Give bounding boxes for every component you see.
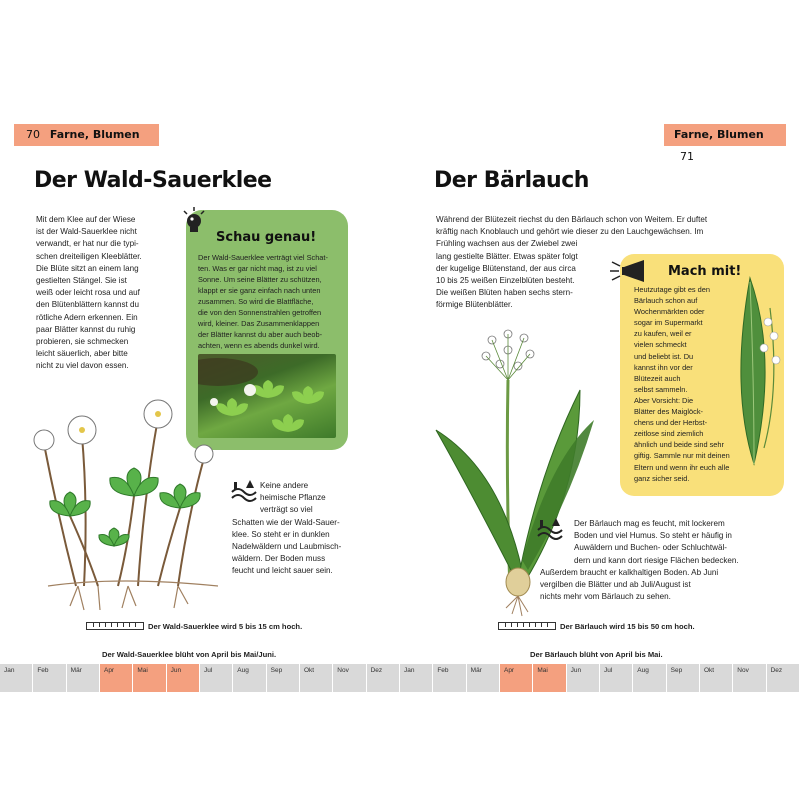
text-line: klappt er sie ganz einfach nach unten (198, 286, 321, 295)
text-line: Boden und viel Humus. So steht er häufig in (574, 531, 732, 541)
intro-text-right-a (436, 214, 786, 238)
text-line: Die Blüte sitzt an einem lang (36, 263, 139, 273)
tip-box-title: Schau genau! (216, 230, 317, 245)
text-line: kräftig nach Knoblauch und gehört wie dieser zu den Lauchgewächsen. Im (436, 227, 704, 237)
text-line: den Blütenblättern kannst du (36, 300, 140, 310)
month-cell: Sep (267, 664, 300, 692)
wood-sorrel-illustration (18, 396, 228, 618)
text-line: zusammen. So wird die Blattfläche, (198, 297, 314, 306)
month-cell: Feb (33, 664, 66, 692)
page-number-left: 70 (26, 128, 40, 141)
text-line: Die weißen Blüten haben sechs stern- (436, 288, 573, 298)
habitat-icon (230, 478, 260, 504)
month-cell: Sep (667, 664, 700, 692)
text-line: gestielten Stängel. Sie ist (36, 276, 127, 286)
month-cell: Nov (333, 664, 366, 692)
text-line: kannst ihn vor der (634, 362, 693, 372)
month-cell: Jul (200, 664, 233, 692)
text-line: Außerdem braucht er kalkhaltigen Boden. Ab Juni (540, 567, 719, 577)
megaphone-icon (610, 258, 666, 284)
text-line: ähnlich und beide sind sehr (634, 440, 724, 450)
tip-box-text (634, 284, 730, 484)
month-cell: Nov (733, 664, 766, 692)
text-line: Nadelwäldern und Laubmisch- (232, 542, 342, 551)
text-line: Blütezeit auch (634, 373, 681, 383)
page-title-left: Der Wald-Sauerklee (34, 168, 272, 193)
text-line: ist der Wald-Sauerklee nicht (36, 227, 137, 237)
month-cell-highlight: Apr (100, 664, 133, 692)
text-line: Wochenmärkten oder (634, 307, 705, 317)
intro-text-left (36, 214, 176, 373)
text-line: verträgt so viel (260, 505, 313, 515)
text-line: vielen schmeckt (634, 340, 687, 350)
text-line: selbst sammeln. (634, 384, 688, 394)
month-cell-highlight: Mai (533, 664, 566, 692)
habitat-text-right-a (574, 518, 786, 567)
month-cell-highlight: Mai (133, 664, 166, 692)
month-cell: Jan (400, 664, 433, 692)
text-line: der kugelige Blütenstand, der aus circa (436, 263, 576, 273)
text-line: Der Bärlauch mag es feucht, mit lockerem (574, 519, 725, 528)
text-line: lang gestielte Blätter. Etwas später folgt (436, 251, 578, 261)
text-line: Während der Blütezeit riechst du den Bärlauch schon von Weitem. Er duftet (436, 215, 708, 224)
section-tab-left (14, 124, 159, 146)
text-line: wird, kleiner. Das Zusammenklappen (198, 319, 320, 328)
habitat-text-left-b (232, 517, 372, 578)
month-cell: Dez (367, 664, 400, 692)
month-bar-right (400, 664, 800, 692)
bloom-note-right: Der Bärlauch blüht von April bis Mai. (530, 650, 663, 659)
text-line: die von den Sonnenstrahlen getroffen (198, 308, 322, 317)
text-line: heimische Pflanze (260, 493, 326, 503)
month-cell: Aug (633, 664, 666, 692)
text-line: chens und der Herbst- (634, 418, 708, 428)
section-label-right: Farne, Blumen (674, 128, 764, 141)
month-cell: Feb (433, 664, 466, 692)
text-line: paar Blätter kannst du ruhig (36, 324, 136, 334)
tip-box-mach-mit (620, 254, 784, 496)
text-line: Der Wald-Sauerklee verträgt viel Schat- (198, 253, 328, 262)
section-tab-right (664, 124, 786, 163)
tip-box-text (198, 252, 341, 351)
text-line: ganz sicher seid. (634, 473, 690, 483)
text-line: Frühling wachsen aus der Zwiebel zwei (436, 239, 578, 249)
text-line: leicht säuerlich, aber bitte (36, 349, 128, 359)
month-cell: Jan (0, 664, 33, 692)
text-line: zeitlose sind ziemlich (634, 429, 704, 439)
text-line: giftig. Sammle nur mit deinen (634, 451, 730, 461)
month-cell: Jun (567, 664, 600, 692)
height-note-right: Der Bärlauch wird 15 bis 50 cm hoch. (560, 622, 695, 631)
month-cell: Mär (67, 664, 100, 692)
ruler-icon (498, 622, 556, 630)
text-line: und beliebt ist. Du (634, 351, 694, 361)
text-line: Eltern und wenn ihr euch alle (634, 462, 730, 472)
text-line: sogar im Supermarkt (634, 318, 703, 328)
text-line: klee. So steht er in dunklen (232, 529, 330, 539)
month-cell: Okt (700, 664, 733, 692)
text-line: Schatten wie der Wald-Sauer- (232, 517, 340, 527)
tip-box-title: Mach mit! (668, 264, 742, 279)
page-title-right: Der Bärlauch (434, 168, 589, 193)
text-line: Keine andere (260, 481, 309, 490)
habitat-text-right-b (540, 567, 786, 604)
text-line: ten. Was er gar nicht mag, ist zu viel (198, 264, 317, 273)
text-line: nichts mehr vom Bärlauch zu sehen. (540, 592, 671, 602)
text-line: förmige Blütenblätter. (436, 300, 513, 310)
text-line: wäldern. Der Boden muss (232, 554, 326, 564)
month-cell: Mär (467, 664, 500, 692)
ruler-icon (86, 622, 144, 630)
text-line: Mit dem Klee auf der Wiese (36, 215, 136, 224)
month-cell-highlight: Jun (167, 664, 200, 692)
height-note-left: Der Wald-Sauerklee wird 5 bis 15 cm hoch. (148, 622, 303, 631)
text-line: dern und kann dort riesige Flächen bedecken. (574, 555, 739, 565)
text-line: probieren, sie schmecken (36, 337, 129, 347)
month-cell-highlight: Apr (500, 664, 533, 692)
text-line: weiß oder leicht rosa und auf (36, 288, 140, 298)
text-line: Aber Vorsicht: Die (634, 395, 694, 405)
text-line: Blätter des Maiglöck- (634, 407, 704, 417)
habitat-icon (536, 516, 566, 542)
text-line: schen dreiteiligen Kleeblätter. (36, 251, 142, 261)
text-line: vergilben die Blätter und ab Juli/August ist (540, 580, 691, 589)
text-line: Heutzutage gibt es den (634, 285, 711, 294)
month-cell: Okt (300, 664, 333, 692)
habitat-text-left-a (260, 480, 370, 517)
text-line: verwandt, er hat nur die typi- (36, 239, 139, 249)
bloom-note-left: Der Wald-Sauerklee blüht von April bis Mai/Juni. (102, 650, 277, 659)
text-line: der Blätter kannst du aber auch beob- (198, 330, 323, 339)
lightbulb-icon (180, 206, 208, 236)
month-cell: Aug (233, 664, 266, 692)
text-line: feucht und leicht sauer sein. (232, 566, 333, 576)
text-line: Sonne. Um seine Blätter zu schützen, (198, 275, 322, 284)
text-line: Bärlauch schon auf (634, 296, 698, 306)
lily-of-the-valley-illustration (724, 268, 784, 468)
month-cell: Dez (767, 664, 800, 692)
month-cell: Jul (600, 664, 633, 692)
month-bar-left (0, 664, 400, 692)
text-line: Auwäldern und Buchen- oder Schluchtwäl- (574, 543, 727, 553)
text-line: 10 bis 25 weißen Einzelblüten besteht. (436, 276, 575, 285)
text-line: zu kaufen, weil er (634, 329, 692, 339)
page-number-right: 71 (680, 150, 694, 163)
text-line: nicht zu viel davon essen. (36, 361, 129, 371)
text-line: achten, wenn es abends dunkel wird. (198, 341, 320, 350)
text-line: rötliche Adern erkennen. Ein (36, 312, 138, 322)
intro-text-right-b (436, 238, 616, 311)
section-label-left: Farne, Blumen (49, 128, 140, 141)
